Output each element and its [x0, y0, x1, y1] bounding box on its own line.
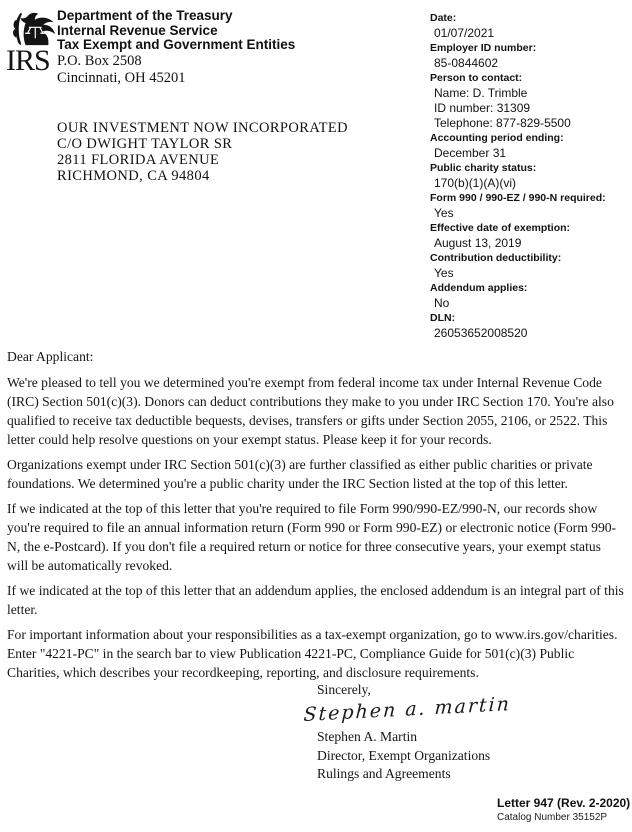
info-entry-contribution-deductibility	[430, 251, 628, 281]
info-label: Employer ID number:	[430, 42, 537, 54]
info-entry-addendum	[430, 281, 628, 311]
irs-logotype: IRS	[6, 44, 50, 77]
body-paragraph: If we indicated at the top of this letter that you're required to file Form 990/990-EZ/990-N, our records show you're required to file an annual information return (Form 990 or Form 990-EZ) or electronic notice (Form 990-N, the e-Postcard). If you don't file a required return or notice for three consecutive years, your exempt status will be automatically revoked.	[7, 501, 617, 573]
info-label: Date:	[430, 12, 457, 24]
agency-name-line: Tax Exempt and Government Entities	[57, 37, 296, 52]
agency-po-box: P.O. Box 2508	[57, 52, 142, 69]
letter-body	[7, 347, 625, 682]
info-entry-ein	[430, 41, 628, 71]
info-value: No	[434, 296, 450, 310]
info-label: Contribution deductibility:	[430, 252, 562, 264]
info-value: 26053652008520	[434, 326, 528, 340]
signer-name: Stephen A. Martin	[317, 729, 418, 744]
agency-name-line: Internal Revenue Service	[57, 22, 218, 38]
info-label: DLN:	[430, 312, 456, 324]
info-entry-accounting-period	[430, 131, 628, 161]
info-entry-form-990-required	[430, 191, 628, 221]
info-entry-date	[430, 11, 628, 41]
recipient-address	[57, 120, 348, 184]
info-value: 01/07/2021	[434, 26, 495, 40]
body-paragraph: For important information about your responsibilities as a tax-exempt organization, go to www.irs.gov/charities. Enter "4221-PC" in the search bar to view Publication 4221-PC, Compliance Guide for 501(c)(3) Public Charities, which describes your recordkeeping, reporting, and disclosure requirements.	[7, 627, 618, 680]
closing-word: Sincerely,	[317, 682, 371, 697]
info-entry-dln	[430, 311, 628, 341]
info-entry-charity-status	[430, 161, 628, 191]
signer-department: Rulings and Agreements	[317, 766, 451, 781]
handwritten-signature: Stephen a. martin	[303, 693, 512, 726]
recipient-org-name: OUR INVESTMENT NOW INCORPORATED	[57, 120, 348, 136]
info-value: Telephone: 877-829-5500	[434, 116, 571, 130]
info-label: Addendum applies:	[430, 282, 528, 294]
agency-city-state: Cincinnati, OH 45201	[57, 69, 186, 86]
letter-info-panel	[430, 11, 628, 341]
catalog-number: Catalog Number 35152P	[497, 812, 608, 823]
info-label: Form 990 / 990-EZ / 990-N required:	[430, 192, 606, 204]
signature-block	[303, 681, 512, 784]
agency-name-line: Department of the Treasury	[57, 8, 233, 23]
letter-number: Letter 947 (Rev. 2-2020)	[497, 796, 631, 810]
info-value: 85-0844602	[434, 56, 499, 70]
info-label: Person to contact:	[430, 72, 523, 84]
info-label: Public charity status:	[430, 162, 537, 174]
letter-footer	[497, 796, 630, 824]
recipient-city-state-zip: RICHMOND, CA 94804	[57, 168, 210, 184]
info-value: ID number: 31309	[434, 101, 531, 115]
salutation: Dear Applicant:	[7, 349, 94, 364]
info-value: August 13, 2019	[434, 236, 522, 250]
info-entry-effective-date	[430, 221, 628, 251]
info-entry-contact	[430, 71, 628, 131]
info-value: 170(b)(1)(A)(vi)	[434, 176, 517, 190]
irs-eagle-emblem-icon	[5, 10, 61, 48]
body-paragraph: We're pleased to tell you we determined you're exempt from federal income tax under Internal Revenue Code (IRC) Section 501(c)(3). Donors can deduct contributions they make to you under IRC Section 170. You're also qualified to receive tax deductible bequests, devises, transfers or gifts under Section 2055, 2106, or 2522. This letter could help resolve questions on your exempt status. Please keep it for your records.	[7, 375, 614, 447]
info-value: Name: D. Trimble	[434, 86, 528, 100]
info-value: Yes	[434, 206, 454, 220]
info-value: Yes	[434, 266, 454, 280]
info-value: December 31	[434, 146, 507, 160]
body-paragraph: If we indicated at the top of this letter that an addendum applies, the enclosed addendum is an integral part of this letter.	[7, 583, 624, 617]
signer-title: Director, Exempt Organizations	[317, 747, 491, 763]
body-paragraph: Organizations exempt under IRC Section 501(c)(3) are further classified as either public charities or private foundations. We determined you're a public charity under the IRC Section listed at the top of this letter.	[7, 457, 593, 491]
irs-logo	[5, 10, 61, 80]
recipient-care-of: C/O DWIGHT TAYLOR SR	[57, 136, 233, 152]
info-label: Accounting period ending:	[430, 132, 564, 144]
info-label: Effective date of exemption:	[430, 222, 571, 234]
recipient-street: 2811 FLORIDA AVENUE	[57, 152, 220, 168]
agency-header	[57, 9, 295, 87]
